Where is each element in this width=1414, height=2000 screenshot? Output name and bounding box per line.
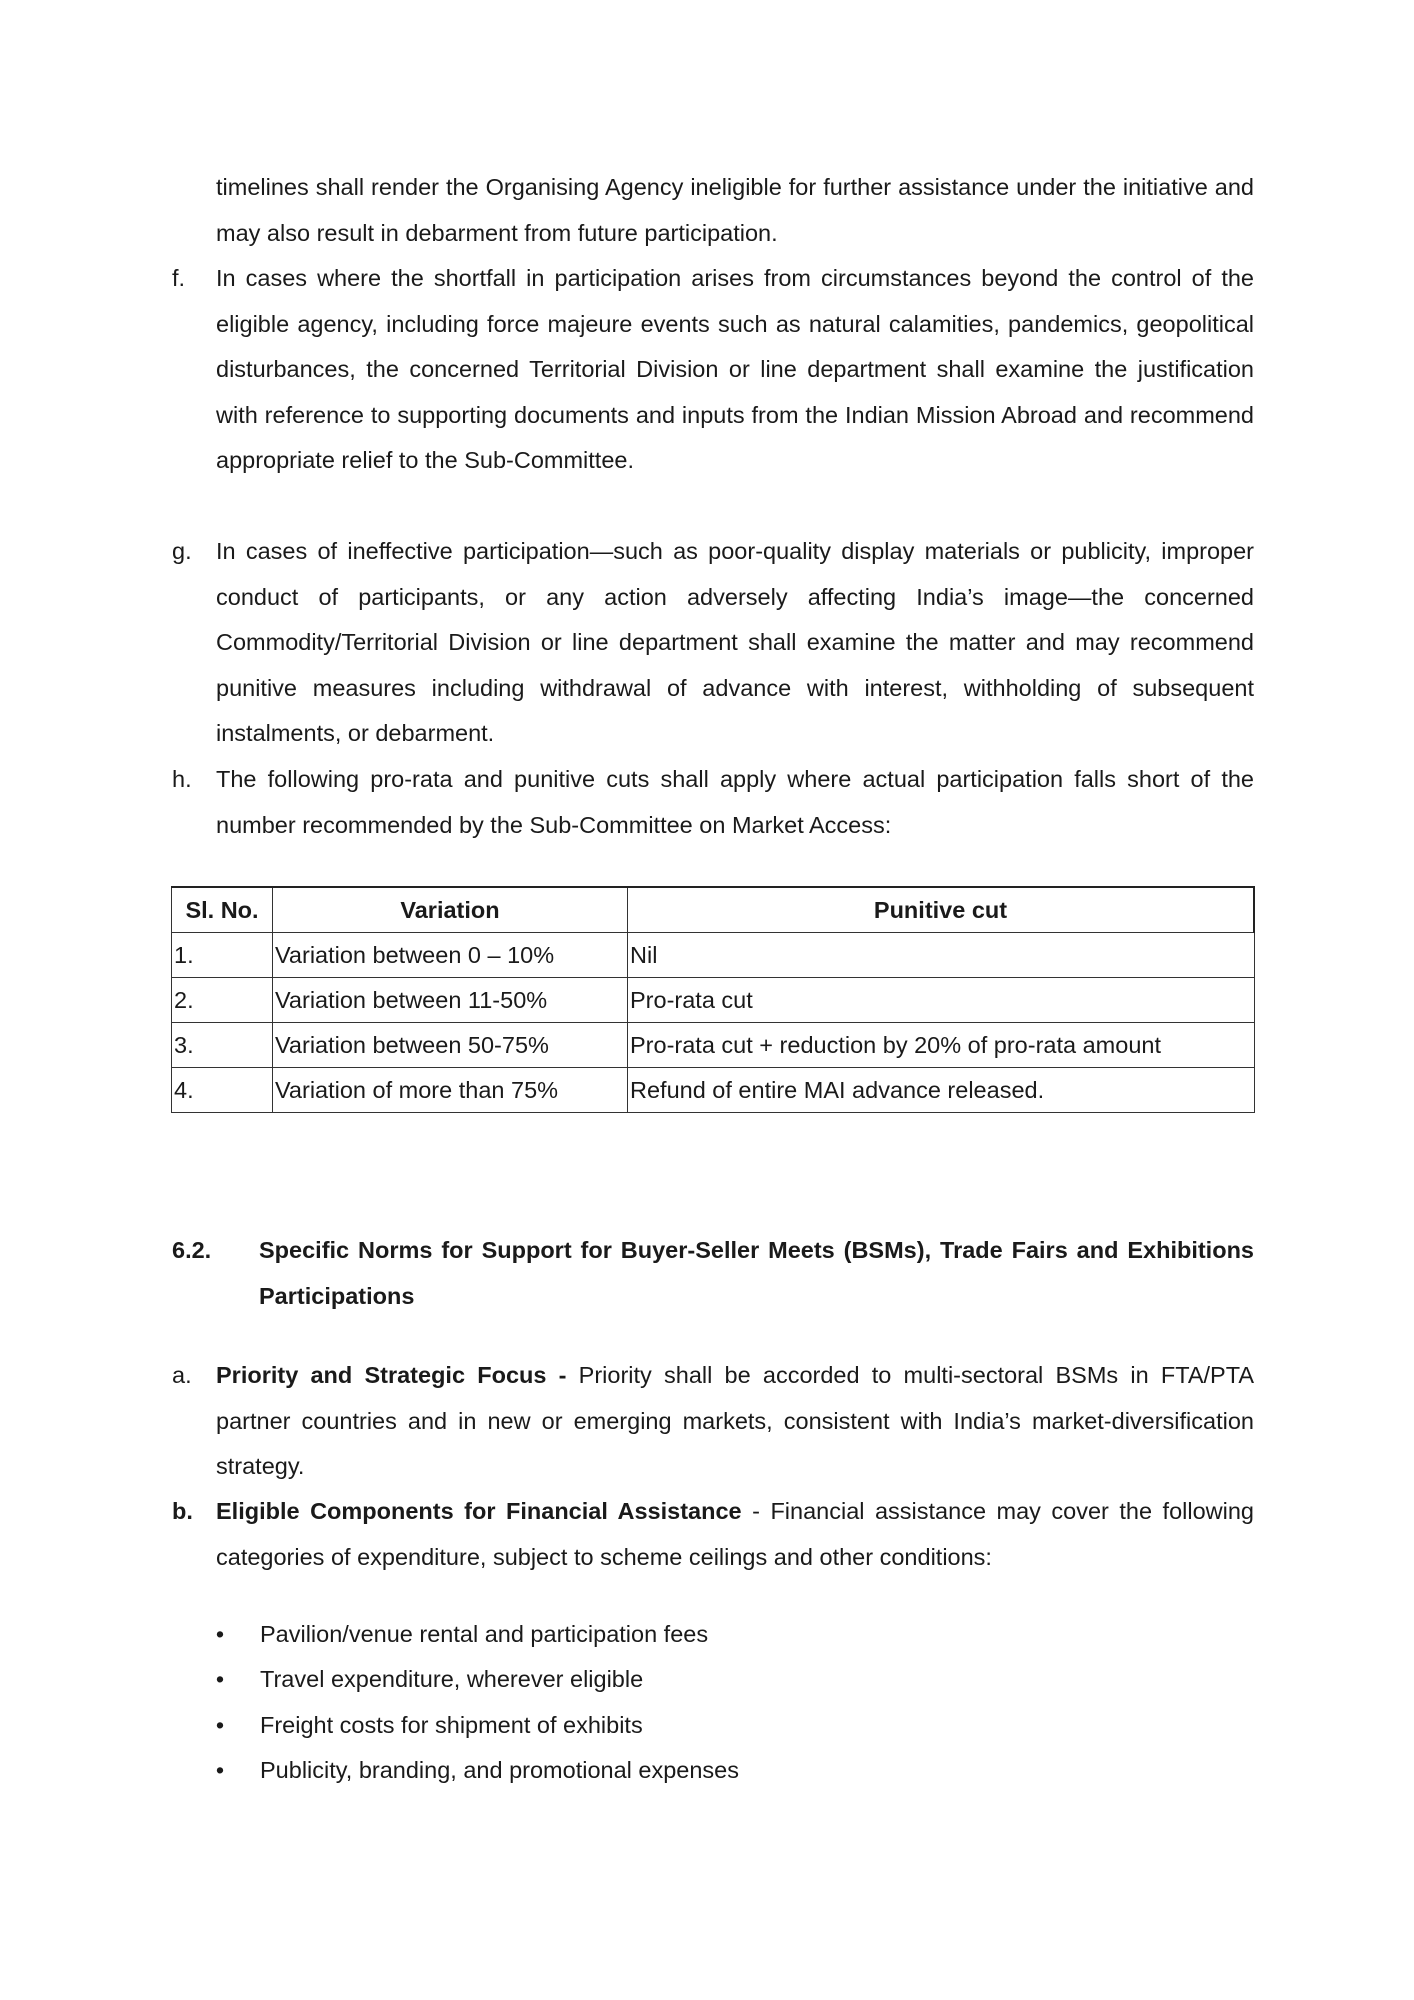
section-number: 6.2.	[172, 1237, 212, 1263]
cell-variation: Variation between 50-75%	[273, 1023, 628, 1068]
section-item-label-a: a.	[172, 1362, 192, 1388]
header-punitive-cut: Punitive cut	[628, 887, 1255, 933]
list-item	[210, 1748, 739, 1793]
list-item-text: Freight costs for shipment of exhibits	[260, 1711, 643, 1738]
expenditure-bullet-list	[210, 1612, 739, 1794]
list-item-text: Pavilion/venue rental and participation fees	[260, 1621, 709, 1647]
header-variation: Variation	[273, 887, 628, 933]
cell-variation: Variation of more than 75%	[273, 1068, 628, 1113]
list-item	[210, 1612, 739, 1657]
list-item-text: Travel expenditure, wherever eligible	[260, 1666, 644, 1693]
cell-variation: Variation between 11-50%	[273, 978, 628, 1023]
section-item-a	[216, 1353, 1254, 1490]
cell-punitive-cut: Nil	[628, 933, 1255, 978]
table-row	[172, 933, 1255, 978]
section-item-label-b: b.	[172, 1498, 193, 1524]
bullet-icon: •	[215, 1666, 225, 1693]
bullet-icon: •	[215, 1621, 225, 1647]
header-sl-no: Sl. No.	[172, 887, 273, 933]
section-item-a-heading: Priority and Strategic Focus -	[216, 1362, 567, 1388]
item-label-h: h.	[172, 766, 192, 792]
section-title: Specific Norms for Support for Buyer-Seller Meets (BSMs), Trade Fairs and Exhibitions Participations	[259, 1237, 1254, 1309]
bullet-icon: •	[215, 1757, 225, 1784]
section-item-a-text: Priority shall be accorded to multi-sectoral BSMs in FTA/PTA partner countries and in new or emerging markets, consistent with India’s market-diversification strategy.	[216, 1362, 1254, 1480]
table-header-row	[172, 887, 1255, 933]
list-item	[210, 1657, 739, 1702]
list-item	[210, 1703, 739, 1748]
section-item-b	[216, 1489, 1254, 1580]
table-row	[172, 1068, 1255, 1113]
section-item-b-text: - Financial assistance may cover the following categories of expenditure, subject to scheme ceilings and other conditions:	[216, 1498, 1255, 1570]
item-f-text: In cases where the shortfall in participation arises from circumstances beyond the control of the eligible agency, including force majeure events such as natural calamities, pandemics, geopolitical disturbances, the concerned Territorial Division or line department shall examine the justification with reference to supporting documents and inputs from the Indian Mission Abroad and recommend appropriate relief to the Sub-Committee.	[216, 265, 1254, 474]
list-item-text: Publicity, branding, and promotional expenses	[260, 1757, 739, 1784]
item-h-text: The following pro-rata and punitive cuts shall apply where actual participation falls short of the number recommended by the Sub-Committee on Market Access:	[216, 766, 1254, 838]
cell-sl-no: 2.	[172, 978, 273, 1023]
cell-sl-no: 4.	[172, 1068, 273, 1113]
item-label-f: f.	[172, 265, 186, 291]
cell-variation: Variation between 0 – 10%	[273, 933, 628, 978]
continued-paragraph: timelines shall render the Organising Agency ineligible for further assistance under the initiative and may also result in debarment from future participation.	[216, 174, 1254, 246]
bullet-icon: •	[215, 1711, 225, 1738]
item-label-g: g.	[172, 538, 192, 564]
cell-punitive-cut: Pro-rata cut	[628, 978, 1255, 1023]
section-item-b-heading: Eligible Components for Financial Assistance	[216, 1498, 742, 1524]
cell-punitive-cut: Refund of entire MAI advance released.	[628, 1068, 1255, 1113]
cell-sl-no: 1.	[172, 933, 273, 978]
punitive-cuts-table	[171, 886, 1255, 1113]
item-g-text: In cases of ineffective participation—such as poor-quality display materials or publicity, improper conduct of participants, or any action adversely affecting India’s image—the concerned Commodity/Territorial Division or line department shall examine the matter and may recommend punitive measures including withdrawal of advance with interest, withholding of subsequent instalments, or debarment.	[216, 538, 1254, 747]
table-row	[172, 978, 1255, 1023]
table-row	[172, 1023, 1255, 1068]
cell-punitive-cut: Pro-rata cut + reduction by 20% of pro-rata amount	[628, 1023, 1255, 1068]
cell-sl-no: 3.	[172, 1023, 273, 1068]
